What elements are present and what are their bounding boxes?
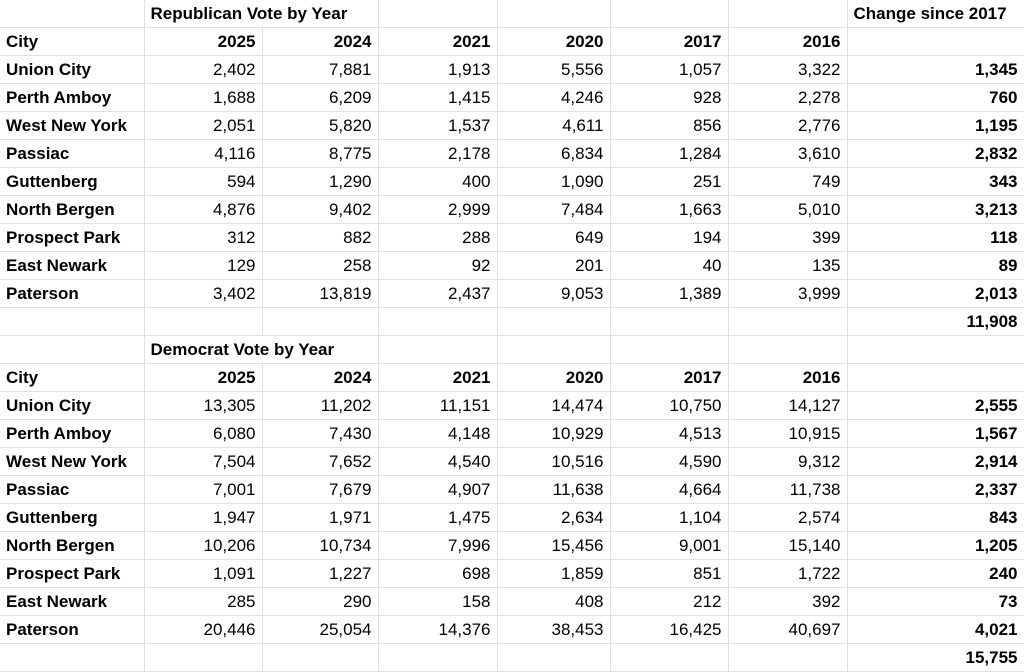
city-name-cell[interactable]: Union City: [0, 56, 144, 84]
change-value-cell[interactable]: 240: [847, 560, 1024, 588]
vote-value-cell[interactable]: 2,999: [378, 196, 497, 224]
vote-value-cell[interactable]: 4,513: [610, 420, 728, 448]
vote-value-cell[interactable]: 10,929: [497, 420, 610, 448]
sheet-row: [0, 224, 1024, 252]
sheet-row: [0, 532, 1024, 560]
sheet-row: [0, 476, 1024, 504]
vote-value-cell[interactable]: 4,611: [497, 112, 610, 140]
vote-value-cell[interactable]: 7,504: [144, 448, 262, 476]
city-name-cell[interactable]: Guttenberg: [0, 168, 144, 196]
vote-value-cell[interactable]: 2,437: [378, 280, 497, 308]
year-header-cell[interactable]: 2024: [262, 28, 378, 56]
year-header-cell[interactable]: 2016: [728, 28, 847, 56]
vote-value-cell[interactable]: 6,209: [262, 84, 378, 112]
vote-value-cell[interactable]: 290: [262, 588, 378, 616]
empty-cell[interactable]: [0, 308, 144, 336]
vote-value-cell[interactable]: 1,663: [610, 196, 728, 224]
vote-value-cell[interactable]: 15,456: [497, 532, 610, 560]
vote-value-cell[interactable]: 11,638: [497, 476, 610, 504]
vote-value-cell[interactable]: 7,679: [262, 476, 378, 504]
vote-value-cell[interactable]: 194: [610, 224, 728, 252]
change-value-cell[interactable]: 89: [847, 252, 1024, 280]
city-header-cell[interactable]: City: [0, 364, 144, 392]
vote-value-cell[interactable]: 4,907: [378, 476, 497, 504]
vote-value-cell[interactable]: 400: [378, 168, 497, 196]
sheet-row: [0, 168, 1024, 196]
empty-cell[interactable]: [847, 364, 1024, 392]
vote-value-cell[interactable]: 6,080: [144, 420, 262, 448]
vote-value-cell[interactable]: 4,116: [144, 140, 262, 168]
vote-value-cell[interactable]: 9,402: [262, 196, 378, 224]
vote-value-cell[interactable]: 3,999: [728, 280, 847, 308]
vote-value-cell[interactable]: 4,876: [144, 196, 262, 224]
empty-cell[interactable]: [378, 644, 497, 672]
year-header-cell[interactable]: 2021: [378, 28, 497, 56]
city-name-cell[interactable]: Prospect Park: [0, 224, 144, 252]
vote-value-cell[interactable]: 312: [144, 224, 262, 252]
change-value-cell[interactable]: 3,213: [847, 196, 1024, 224]
empty-cell[interactable]: [497, 0, 610, 28]
vote-value-cell[interactable]: 2,776: [728, 112, 847, 140]
vote-value-cell[interactable]: 7,996: [378, 532, 497, 560]
city-name-cell[interactable]: Prospect Park: [0, 560, 144, 588]
change-value-cell[interactable]: 118: [847, 224, 1024, 252]
vote-value-cell[interactable]: 594: [144, 168, 262, 196]
vote-value-cell[interactable]: 7,430: [262, 420, 378, 448]
vote-value-cell[interactable]: 1,091: [144, 560, 262, 588]
vote-value-cell[interactable]: 9,053: [497, 280, 610, 308]
change-value-cell[interactable]: 1,567: [847, 420, 1024, 448]
vote-value-cell[interactable]: 11,738: [728, 476, 847, 504]
sheet-row: [0, 644, 1024, 672]
vote-value-cell[interactable]: 258: [262, 252, 378, 280]
city-name-cell[interactable]: Paterson: [0, 280, 144, 308]
vote-value-cell[interactable]: 4,590: [610, 448, 728, 476]
sheet-row: [0, 588, 1024, 616]
vote-value-cell[interactable]: 399: [728, 224, 847, 252]
vote-value-cell[interactable]: 135: [728, 252, 847, 280]
vote-value-cell[interactable]: 4,664: [610, 476, 728, 504]
empty-cell[interactable]: [262, 644, 378, 672]
vote-value-cell[interactable]: 13,819: [262, 280, 378, 308]
vote-value-cell[interactable]: 251: [610, 168, 728, 196]
vote-value-cell[interactable]: 2,574: [728, 504, 847, 532]
vote-value-cell[interactable]: 1,947: [144, 504, 262, 532]
vote-value-cell[interactable]: 9,001: [610, 532, 728, 560]
vote-value-cell[interactable]: 1,389: [610, 280, 728, 308]
city-name-cell[interactable]: North Bergen: [0, 532, 144, 560]
sheet-row: [0, 364, 1024, 392]
vote-value-cell[interactable]: 1,971: [262, 504, 378, 532]
section-title-cell[interactable]: Republican Vote by Year: [144, 0, 378, 28]
total-change-cell[interactable]: 15,755: [847, 644, 1024, 672]
vote-value-cell[interactable]: 1,290: [262, 168, 378, 196]
vote-value-cell[interactable]: 1,057: [610, 56, 728, 84]
vote-value-cell[interactable]: 2,051: [144, 112, 262, 140]
vote-value-cell[interactable]: 856: [610, 112, 728, 140]
sheet-row: [0, 84, 1024, 112]
vote-value-cell[interactable]: 1,537: [378, 112, 497, 140]
year-header-cell[interactable]: 2024: [262, 364, 378, 392]
city-name-cell[interactable]: North Bergen: [0, 196, 144, 224]
empty-cell[interactable]: [610, 336, 728, 364]
empty-cell[interactable]: [0, 336, 144, 364]
vote-value-cell[interactable]: 10,750: [610, 392, 728, 420]
empty-cell[interactable]: [497, 336, 610, 364]
vote-value-cell[interactable]: 8,775: [262, 140, 378, 168]
city-name-cell[interactable]: Guttenberg: [0, 504, 144, 532]
change-since-header-cell[interactable]: Change since 2017: [847, 0, 1024, 28]
empty-cell[interactable]: [144, 308, 262, 336]
vote-value-cell[interactable]: 2,634: [497, 504, 610, 532]
vote-value-cell[interactable]: 11,151: [378, 392, 497, 420]
empty-cell[interactable]: [0, 0, 144, 28]
vote-value-cell[interactable]: 9,312: [728, 448, 847, 476]
vote-value-cell[interactable]: 13,305: [144, 392, 262, 420]
sheet-row: [0, 140, 1024, 168]
vote-value-cell[interactable]: 7,001: [144, 476, 262, 504]
sheet-row: [0, 336, 1024, 364]
sheet-row: [0, 504, 1024, 532]
city-name-cell[interactable]: East Newark: [0, 588, 144, 616]
vote-value-cell[interactable]: 20,446: [144, 616, 262, 644]
empty-cell[interactable]: [144, 644, 262, 672]
vote-value-cell[interactable]: 3,402: [144, 280, 262, 308]
vote-value-cell[interactable]: 749: [728, 168, 847, 196]
vote-value-cell[interactable]: 2,178: [378, 140, 497, 168]
city-name-cell[interactable]: Paterson: [0, 616, 144, 644]
vote-value-cell[interactable]: 40: [610, 252, 728, 280]
sheet-row: [0, 560, 1024, 588]
vote-value-cell[interactable]: 16,425: [610, 616, 728, 644]
sheet-row: [0, 420, 1024, 448]
sheet-row: [0, 28, 1024, 56]
year-header-cell[interactable]: 2025: [144, 364, 262, 392]
vote-value-cell[interactable]: 158: [378, 588, 497, 616]
empty-cell[interactable]: [847, 336, 1024, 364]
vote-value-cell[interactable]: 1,090: [497, 168, 610, 196]
vote-value-cell[interactable]: 4,246: [497, 84, 610, 112]
vote-value-cell[interactable]: 25,054: [262, 616, 378, 644]
change-value-cell[interactable]: 2,914: [847, 448, 1024, 476]
year-header-cell[interactable]: 2020: [497, 364, 610, 392]
vote-value-cell[interactable]: 7,652: [262, 448, 378, 476]
change-value-cell[interactable]: 343: [847, 168, 1024, 196]
vote-value-cell[interactable]: 288: [378, 224, 497, 252]
vote-value-cell[interactable]: 4,540: [378, 448, 497, 476]
vote-value-cell[interactable]: 7,484: [497, 196, 610, 224]
change-value-cell[interactable]: 843: [847, 504, 1024, 532]
empty-cell[interactable]: [378, 336, 497, 364]
empty-cell[interactable]: [378, 308, 497, 336]
empty-cell[interactable]: [610, 0, 728, 28]
sheet-row: [0, 56, 1024, 84]
empty-cell[interactable]: [847, 28, 1024, 56]
change-value-cell[interactable]: 1,205: [847, 532, 1024, 560]
empty-cell[interactable]: [0, 644, 144, 672]
sheet-row: [0, 112, 1024, 140]
year-header-cell[interactable]: 2021: [378, 364, 497, 392]
vote-value-cell[interactable]: 2,402: [144, 56, 262, 84]
empty-cell[interactable]: [262, 308, 378, 336]
vote-value-cell[interactable]: 928: [610, 84, 728, 112]
sheet-row: [0, 0, 1024, 28]
city-name-cell[interactable]: Passiac: [0, 140, 144, 168]
vote-value-cell[interactable]: 851: [610, 560, 728, 588]
empty-cell[interactable]: [378, 0, 497, 28]
change-value-cell[interactable]: 760: [847, 84, 1024, 112]
vote-value-cell[interactable]: 10,206: [144, 532, 262, 560]
vote-value-cell[interactable]: 1,688: [144, 84, 262, 112]
empty-cell[interactable]: [497, 644, 610, 672]
vote-value-cell[interactable]: 11,202: [262, 392, 378, 420]
vote-value-cell[interactable]: 38,453: [497, 616, 610, 644]
vote-value-cell[interactable]: 2,278: [728, 84, 847, 112]
city-name-cell[interactable]: West New York: [0, 448, 144, 476]
vote-value-cell[interactable]: 129: [144, 252, 262, 280]
vote-value-cell[interactable]: 1,284: [610, 140, 728, 168]
vote-value-cell[interactable]: 1,859: [497, 560, 610, 588]
vote-value-cell[interactable]: 698: [378, 560, 497, 588]
vote-value-cell[interactable]: 5,010: [728, 196, 847, 224]
section-title-cell[interactable]: Democrat Vote by Year: [144, 336, 378, 364]
empty-cell[interactable]: [728, 336, 847, 364]
vote-value-cell[interactable]: 1,227: [262, 560, 378, 588]
empty-cell[interactable]: [728, 644, 847, 672]
vote-value-cell[interactable]: 5,556: [497, 56, 610, 84]
change-value-cell[interactable]: 2,013: [847, 280, 1024, 308]
vote-value-cell[interactable]: 1,913: [378, 56, 497, 84]
year-header-cell[interactable]: 2016: [728, 364, 847, 392]
city-name-cell[interactable]: Perth Amboy: [0, 84, 144, 112]
city-header-cell[interactable]: City: [0, 28, 144, 56]
vote-value-cell[interactable]: 882: [262, 224, 378, 252]
sheet-row: [0, 196, 1024, 224]
city-name-cell[interactable]: Passiac: [0, 476, 144, 504]
year-header-cell[interactable]: 2017: [610, 364, 728, 392]
vote-value-cell[interactable]: 15,140: [728, 532, 847, 560]
change-value-cell[interactable]: 2,832: [847, 140, 1024, 168]
year-header-cell[interactable]: 2025: [144, 28, 262, 56]
vote-value-cell[interactable]: 14,376: [378, 616, 497, 644]
empty-cell[interactable]: [728, 0, 847, 28]
vote-value-cell[interactable]: 10,915: [728, 420, 847, 448]
vote-value-cell[interactable]: 1,722: [728, 560, 847, 588]
vote-value-cell[interactable]: 3,322: [728, 56, 847, 84]
change-value-cell[interactable]: 2,337: [847, 476, 1024, 504]
change-value-cell[interactable]: 73: [847, 588, 1024, 616]
vote-value-cell[interactable]: 6,834: [497, 140, 610, 168]
vote-value-cell[interactable]: 1,104: [610, 504, 728, 532]
vote-value-cell[interactable]: 285: [144, 588, 262, 616]
vote-value-cell[interactable]: 408: [497, 588, 610, 616]
vote-value-cell[interactable]: 1,415: [378, 84, 497, 112]
city-name-cell[interactable]: West New York: [0, 112, 144, 140]
city-name-cell[interactable]: Union City: [0, 392, 144, 420]
change-value-cell[interactable]: 2,555: [847, 392, 1024, 420]
sheet-row: [0, 308, 1024, 336]
change-value-cell[interactable]: 1,195: [847, 112, 1024, 140]
year-header-cell[interactable]: 2017: [610, 28, 728, 56]
vote-value-cell[interactable]: 7,881: [262, 56, 378, 84]
vote-value-cell[interactable]: 40,697: [728, 616, 847, 644]
empty-cell[interactable]: [610, 308, 728, 336]
vote-value-cell[interactable]: 201: [497, 252, 610, 280]
vote-value-cell[interactable]: 10,516: [497, 448, 610, 476]
sheet-row: [0, 280, 1024, 308]
vote-value-cell[interactable]: 14,127: [728, 392, 847, 420]
empty-cell[interactable]: [497, 308, 610, 336]
vote-value-cell[interactable]: 392: [728, 588, 847, 616]
vote-value-cell[interactable]: 649: [497, 224, 610, 252]
vote-value-cell[interactable]: 14,474: [497, 392, 610, 420]
sheet-row: [0, 392, 1024, 420]
vote-value-cell[interactable]: 92: [378, 252, 497, 280]
vote-value-cell[interactable]: 212: [610, 588, 728, 616]
change-value-cell[interactable]: 1,345: [847, 56, 1024, 84]
vote-value-cell[interactable]: 10,734: [262, 532, 378, 560]
city-name-cell[interactable]: Perth Amboy: [0, 420, 144, 448]
vote-value-cell[interactable]: 4,148: [378, 420, 497, 448]
sheet-row: [0, 448, 1024, 476]
empty-cell[interactable]: [610, 644, 728, 672]
year-header-cell[interactable]: 2020: [497, 28, 610, 56]
vote-value-cell[interactable]: 5,820: [262, 112, 378, 140]
vote-value-cell[interactable]: 1,475: [378, 504, 497, 532]
sheet-row: [0, 616, 1024, 644]
empty-cell[interactable]: [728, 308, 847, 336]
sheet-row: [0, 252, 1024, 280]
total-change-cell[interactable]: 11,908: [847, 308, 1024, 336]
vote-value-cell[interactable]: 3,610: [728, 140, 847, 168]
city-name-cell[interactable]: East Newark: [0, 252, 144, 280]
change-value-cell[interactable]: 4,021: [847, 616, 1024, 644]
